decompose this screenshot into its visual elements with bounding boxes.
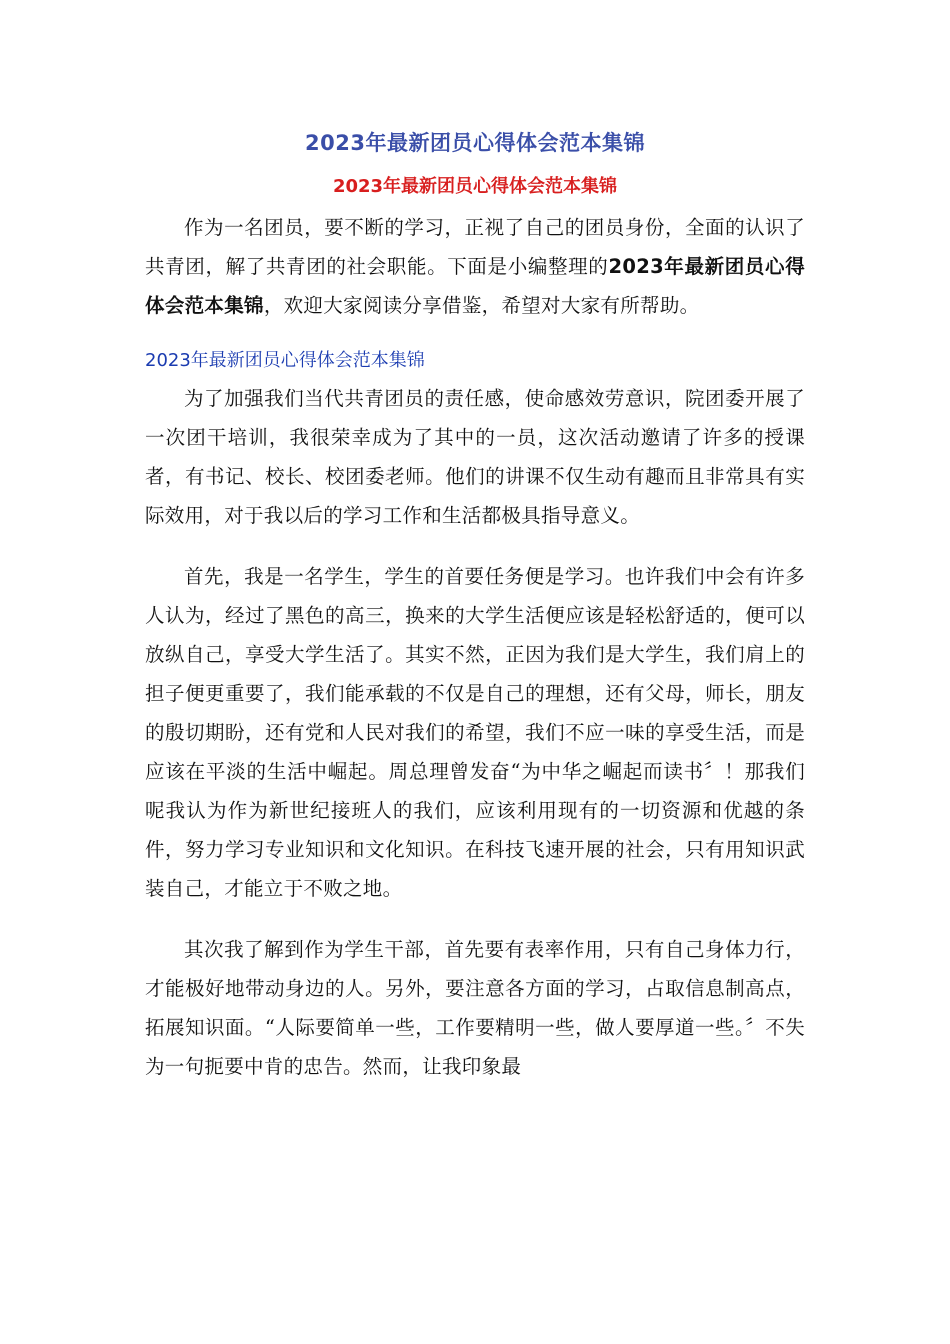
body-paragraph-1: 为了加强我们当代共青团员的责任感，使命感效劳意识，院团委开展了一次团干培训，我很荣幸成为了其中的一员，这次活动邀请了许多的授课者，有书记、校长、校团委老师。他们的讲课不仅生动有趣而且非常具有实际效用，对于我以后的学习工作和生活都极具指导意义。 [145,387,805,527]
intro-text-before: 作为一名团员，要不断的学习，正视了自己的团员身份，全面的认识了共青团，解了共青团的社会职能。下面是小编整理的 [145,216,805,278]
body-paragraph-3: 其次我了解到作为学生干部，首先要有表率作用，只有自己身体力行，才能极好地带动身边的人。另外，要注意各方面的学习，占取信息制高点，拓展知识面。“人际要简单一些，工作要精明一些，做人要厚道一些。〞不失为一句扼要中肯的忠告。然而，让我印象最 [145,938,805,1078]
document-title: 2023年最新团员心得体会范本集锦 [305,131,645,155]
section-heading: 2023年最新团员心得体会范本集锦 [145,350,425,371]
document-page [145,128,805,1108]
document-subtitle: 2023年最新团员心得体会范本集锦 [332,176,618,197]
intro-text-after: ，欢迎大家阅读分享借鉴，希望对大家有所帮助。 [263,294,700,317]
intro-paragraph [145,208,805,325]
intro-bold-title: 2023年最新团员心得体会范本集锦 [145,255,805,317]
body-paragraph-2: 首先，我是一名学生，学生的首要任务便是学习。也许我们中会有许多人认为，经过了黑色的高三，换来的大学生活便应该是轻松舒适的，便可以放纵自己，享受大学生活了。其实不然，正因为我们是大学生，我们肩上的担子便更重要了，我们能承载的不仅是自己的理想，还有父母，师长，朋友的殷切期盼，还有党和人民对我们的希望，我们不应一味的享受生活，而是应该在平淡的生活中崛起。周总理曾发奋“为中华之崛起而读书〞！那我们呢我认为作为新世纪接班人的我们，应该利用现有的一切资源和优越的条件，努力学习专业知识和文化知识。在科技飞速开展的社会，只有用知识武装自己，才能立于不败之地。 [145,565,805,900]
